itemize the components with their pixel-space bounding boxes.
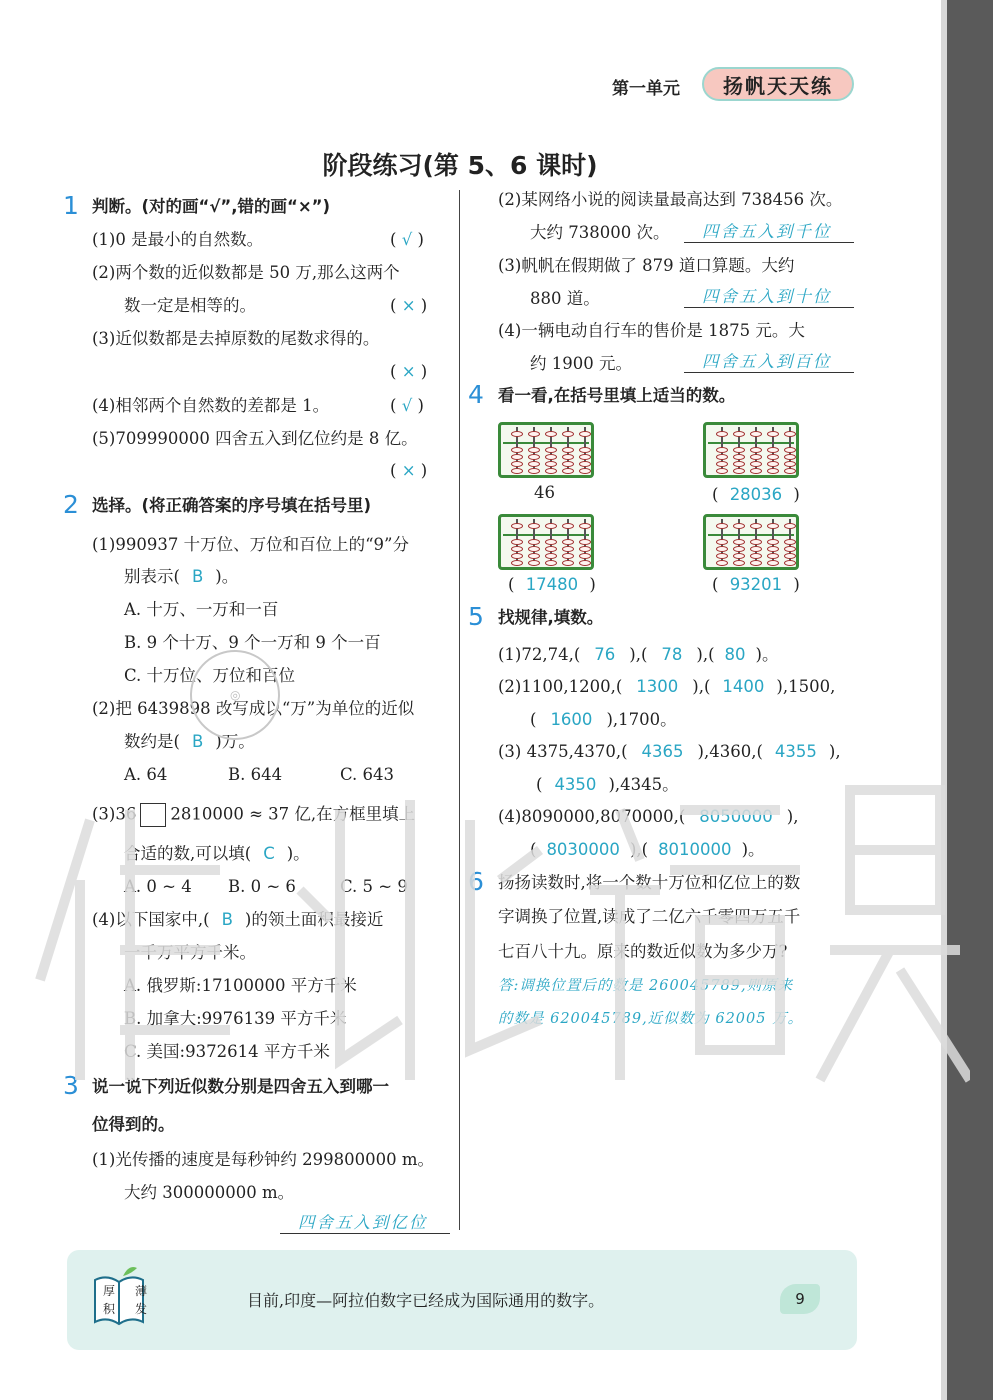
abacus-bead (562, 523, 574, 529)
abacus-bead (511, 523, 523, 529)
q3-prompt-line1: 说一说下列近似数分别是四舍五入到哪一 (92, 1077, 389, 1096)
q5-4-line1 (498, 806, 798, 828)
q5-3-d: ( (536, 775, 543, 794)
q3-4-underline (684, 372, 854, 373)
q2-3-option-a: A. 0 ~ 4 (124, 877, 192, 896)
abacus-bead (545, 553, 557, 559)
abacus-bead (750, 468, 762, 474)
abacus-bead (545, 461, 557, 467)
q3-3-line2: 880 道。 (530, 289, 600, 308)
book-word-4: 发 (135, 1302, 148, 1316)
q2-2-answer: B (191, 732, 204, 751)
abacus-bead (716, 546, 728, 552)
q1-answer-5-value: × (401, 461, 416, 480)
q1-number: 1 (63, 191, 79, 220)
q5-1-ans1: 76 (594, 645, 616, 664)
series-banner: 扬帆天天练 (702, 67, 854, 101)
q5-1-ans3: 80 (724, 645, 746, 664)
page-number: 9 (780, 1284, 820, 1314)
q5-3-ans2: 4355 (774, 742, 817, 761)
abacus-bead (784, 553, 796, 559)
q3-3-line1: (3)帆帆在假期做了 879 道口算题。大约 (498, 256, 795, 275)
abacus-bead (733, 461, 745, 467)
abacus-bead (579, 553, 591, 559)
q2-1-answer: B (191, 567, 204, 586)
abacus-bead (528, 431, 540, 437)
q3-2-answer: 四舍五入到千位 (702, 222, 832, 241)
q5-3-e: ),4345。 (608, 775, 679, 794)
abacus-bead (511, 560, 523, 566)
abacus-bead (545, 431, 557, 437)
abacus-bead (716, 431, 728, 437)
abacus-bead (562, 447, 574, 453)
q5-3-b: ),4360,( (697, 742, 763, 761)
q5-3-a: (3) 4375,4370,( (498, 742, 628, 761)
abacus-bead (528, 539, 540, 545)
q2-4-option-c: C. 美国:9372614 平方千米 (124, 1042, 330, 1061)
abacus-bead (545, 539, 557, 545)
q2-2-line2b: )万。 (215, 732, 255, 751)
abacus-bead (545, 523, 557, 529)
abacus-bead (528, 468, 540, 474)
abacus-bead (579, 468, 591, 474)
book-word-1: 厚 (103, 1284, 116, 1298)
abacus-bead (733, 454, 745, 460)
q3-3-underline (684, 307, 854, 308)
abacus-bead (562, 539, 574, 545)
q5-3-ans1: 4365 (641, 742, 684, 761)
q5-4-e: )。 (741, 840, 765, 859)
abacus-bead (579, 461, 591, 467)
q2-4-option-b: B. 加拿大:9976139 平方千米 (124, 1009, 347, 1028)
abacus-bead (511, 454, 523, 460)
q3-prompt-line2: 位得到的。 (92, 1115, 175, 1134)
abacus-bead (784, 523, 796, 529)
q2-2-line1: (2)把 6439898 改写成以“万”为单位的近似 (92, 699, 415, 718)
q1-answer-3: ( × ) (390, 362, 428, 381)
q4-prompt: 看一看,在括号里填上适当的数。 (498, 386, 736, 405)
q2-2-option-a: A. 64 (124, 765, 168, 784)
q5-4-b: ), (786, 807, 799, 826)
q3-2-line2: 大约 738000 次。 (530, 223, 670, 242)
abacus-bead (733, 523, 745, 529)
abacus-bead (545, 454, 557, 460)
q1-answer-2: ( × ) (390, 296, 428, 315)
q1-item-2: (2)两个数的近似数都是 50 万,那么这两个 (92, 263, 400, 282)
abacus-bead (716, 454, 728, 460)
q5-4-c: ),( (629, 840, 649, 859)
q5-4-a: (4)8090000,8070000,( (498, 807, 686, 826)
q3-1-underline (280, 1233, 450, 1234)
q5-3-ans3: 4350 (554, 775, 597, 794)
q3-1-line2: 大约 300000000 m。 (124, 1183, 295, 1202)
q1-prompt: 判断。(对的画“√”,错的画“×”) (92, 197, 331, 216)
abacus-bead (784, 468, 796, 474)
q1-answer-4: ( √ ) (390, 396, 424, 415)
abacus-bead (528, 454, 540, 460)
q2-4-line1 (92, 909, 383, 931)
q3-4-line1: (4)一辆电动自行车的售价是 1875 元。大 (498, 321, 805, 340)
abacus-bead (511, 447, 523, 453)
abacus-bead (767, 560, 779, 566)
abacus-bead (733, 447, 745, 453)
blank-square (140, 803, 166, 827)
abacus-2-label: ( 28036 ) (712, 485, 800, 504)
abacus-4-label: ( 93201 ) (712, 575, 800, 594)
q2-3-line2 (124, 843, 310, 865)
q5-prompt: 找规律,填数。 (498, 608, 604, 627)
abacus-bead (511, 546, 523, 552)
abacus-bead (750, 461, 762, 467)
page-edge (947, 0, 993, 1400)
q6-line2: 字调换了位置,读成了二亿六千零四万五千 (498, 907, 801, 926)
abacus-bead (579, 447, 591, 453)
abacus-bead (716, 523, 728, 529)
q4-number: 4 (468, 380, 484, 409)
abacus-bead (733, 431, 745, 437)
abacus-bead (528, 560, 540, 566)
q2-4-answer: B (221, 910, 233, 929)
q1-answer-3-value: × (401, 362, 416, 381)
abacus-bead (767, 546, 779, 552)
q5-3-c: ), (828, 742, 841, 761)
q5-4-ans3: 8010000 (658, 840, 732, 859)
abacus-bead (733, 546, 745, 552)
q1-answer-5: ( × ) (390, 461, 428, 480)
q5-3-line2 (536, 774, 679, 796)
abacus-bead (562, 431, 574, 437)
q6-answer-line1: 答:调换位置后的数是 260045789,则原来 (498, 978, 794, 994)
q1-item-1: (1)0 是最小的自然数。 (92, 230, 264, 249)
footer-tip-text: 目前,印度—阿拉伯数字已经成为国际通用的数字。 (247, 1291, 605, 1310)
abacus-bead (528, 553, 540, 559)
q5-1 (498, 644, 778, 666)
abacus-bead (511, 468, 523, 474)
q3-4-answer: 四舍五入到百位 (702, 352, 832, 371)
abacus-bead (511, 553, 523, 559)
q2-2-option-b: B. 644 (228, 765, 283, 784)
q2-2-line2a: 数约是( (124, 732, 180, 751)
abacus-bead (733, 539, 745, 545)
abacus-bead (511, 539, 523, 545)
q3-4-line2: 约 1900 元。 (530, 354, 632, 373)
q5-4-d: ( (530, 840, 537, 859)
abacus-bead (784, 461, 796, 467)
abacus-bead (579, 546, 591, 552)
abacus-bead (562, 560, 574, 566)
q2-1-line2a: 别表示( (124, 567, 180, 586)
q3-3-answer: 四舍五入到十位 (702, 287, 832, 306)
abacus-bead (750, 560, 762, 566)
q3-2-line1: (2)某网络小说的阅读量最高达到 738456 次。 (498, 190, 843, 209)
q5-4-ans1: 8050000 (699, 807, 773, 826)
abacus-bead (784, 539, 796, 545)
abacus-bead (579, 431, 591, 437)
abacus-bead (562, 553, 574, 559)
abacus-bead (767, 431, 779, 437)
abacus-bead (750, 539, 762, 545)
q5-2-line2 (530, 709, 677, 731)
abacus-bead (528, 546, 540, 552)
abacus-bead (784, 454, 796, 460)
q5-2-b: ),( (692, 677, 711, 696)
abacus-3-answer: 17480 (525, 575, 579, 594)
abacus-bead (562, 546, 574, 552)
abacus-bead (579, 454, 591, 460)
book-word-2: 积 (103, 1302, 116, 1316)
book-word-3: 薄 (135, 1284, 148, 1298)
q2-3-option-b: B. 0 ~ 6 (228, 877, 296, 896)
q5-2-ans3: 1600 (550, 710, 593, 729)
q2-1-line2 (124, 566, 238, 588)
q6-line3: 七百八十九。原来的数近似数为多少万? (498, 942, 788, 961)
abacus-bead (545, 560, 557, 566)
abacus-bead (750, 546, 762, 552)
q6-line1: 扬扬读数时,将一个数十万位和亿位上的数 (498, 873, 801, 892)
abacus-bead (767, 539, 779, 545)
abacus-bead (750, 454, 762, 460)
q1-answer-1-value: √ (401, 230, 413, 249)
q2-3-line1 (92, 803, 415, 827)
q2-3-option-c: C. 5 ~ 9 (340, 877, 408, 896)
abacus-bead (733, 560, 745, 566)
q3-1-line1: (1)光传播的速度是每秒钟约 299800000 m。 (92, 1150, 434, 1169)
q1-item-4: (4)相邻两个自然数的差都是 1。 (92, 396, 330, 415)
q2-4-line1a: (4)以下国家中,( (92, 910, 210, 929)
q6-answer-line2: 的数是 620045789,近似数为 62005 万。 (498, 1011, 804, 1027)
q2-1-option-b: B. 9 个十万、9 个一万和 9 个一百 (124, 633, 381, 652)
q5-4-ans2: 8030000 (546, 840, 620, 859)
abacus-4-answer: 93201 (729, 575, 783, 594)
q1-item-5: (5)709990000 四舍五入到亿位约是 8 亿。 (92, 429, 418, 448)
column-divider (459, 190, 460, 1230)
q1-answer-2-value: × (401, 296, 416, 315)
abacus-bead (750, 523, 762, 529)
abacus-bead (716, 539, 728, 545)
abacus-bead (767, 461, 779, 467)
abacus-bead (716, 560, 728, 566)
abacus-bead (750, 447, 762, 453)
q5-1-c: ),( (696, 645, 715, 664)
abacus-bead (562, 468, 574, 474)
q2-3-line1a: (3)36 (92, 804, 137, 824)
q5-2-ans2: 1400 (722, 677, 765, 696)
q5-4-line2 (530, 839, 765, 861)
abacus-1 (498, 422, 594, 478)
abacus-bead (767, 468, 779, 474)
q2-3-line1b: 2810000 ≈ 37 亿,在方框里填上 (170, 804, 416, 824)
abacus-2-answer: 28036 (729, 485, 783, 504)
abacus-3 (498, 514, 594, 570)
q2-number: 2 (63, 490, 79, 519)
q5-2-line1 (498, 676, 835, 698)
abacus-1-label: 46 (534, 483, 555, 502)
q1-answer-1: ( √ ) (390, 230, 424, 249)
q2-1-option-a: A. 十万、一万和一百 (124, 600, 279, 619)
abacus-bead (767, 523, 779, 529)
q5-2-c: ),1500, (776, 677, 836, 696)
abacus-bead (784, 431, 796, 437)
q2-3-line2a: 合适的数,可以填( (124, 844, 252, 863)
abacus-2 (703, 422, 799, 478)
q2-4-line2: 一千万平方千米。 (124, 943, 256, 962)
q1-item-3: (3)近似数都是去掉原数的尾数求得的。 (92, 329, 380, 348)
abacus-bead (733, 468, 745, 474)
abacus-bead (562, 461, 574, 467)
abacus-bead (528, 523, 540, 529)
q2-prompt: 选择。(将正确答案的序号填在括号里) (92, 496, 372, 515)
q6-number: 6 (468, 867, 484, 896)
abacus-bead (716, 468, 728, 474)
abacus-bead (784, 560, 796, 566)
abacus-bead (545, 447, 557, 453)
abacus-bead (716, 447, 728, 453)
abacus-bead (733, 553, 745, 559)
q3-1-answer: 四舍五入到亿位 (298, 1213, 428, 1232)
q5-2-ans1: 1300 (636, 677, 679, 696)
q2-1-line2b: )。 (215, 567, 239, 586)
q5-number: 5 (468, 602, 484, 631)
abacus-bead (562, 454, 574, 460)
q3-2-underline (684, 242, 854, 243)
q5-1-ans2: 78 (661, 645, 683, 664)
q2-2-option-c: C. 643 (340, 765, 395, 784)
unit-label: 第一单元 (612, 79, 680, 99)
abacus-bead (579, 560, 591, 566)
q3-number: 3 (63, 1071, 79, 1100)
abacus-bead (750, 553, 762, 559)
q5-2-d: ( (530, 710, 537, 729)
q2-1-line1: (1)990937 十万位、万位和百位上的“9”分 (92, 535, 409, 554)
abacus-bead (545, 468, 557, 474)
abacus-bead (511, 431, 523, 437)
abacus-4 (703, 514, 799, 570)
abacus-bead (784, 546, 796, 552)
abacus-bead (784, 447, 796, 453)
page-title: 阶段练习(第 5、6 课时) (322, 151, 598, 180)
q5-1-d: )。 (755, 645, 779, 664)
q2-3-line2b: )。 (286, 844, 310, 863)
abacus-bead (528, 447, 540, 453)
abacus-bead (716, 553, 728, 559)
abacus-bead (767, 447, 779, 453)
q1-item-2-cont: 数一定是相等的。 (124, 296, 256, 315)
stamp-seal: ◎ (177, 637, 292, 752)
q2-1-option-c: C. 十万位、万位和百位 (124, 666, 296, 685)
q2-4-option-a: A. 俄罗斯:17100000 平方千米 (124, 976, 357, 995)
abacus-3-label: ( 17480 ) (508, 575, 596, 594)
abacus-bead (767, 454, 779, 460)
q5-2-a: (2)1100,1200,( (498, 677, 623, 696)
q2-4-line1b: )的领土面积最接近 (244, 910, 384, 929)
q5-1-b: ),( (629, 645, 648, 664)
abacus-bead (716, 461, 728, 467)
footer-tip-box (67, 1250, 857, 1350)
q1-answer-4-value: √ (401, 396, 413, 415)
q2-3-answer: C (263, 844, 275, 863)
q5-2-e: ),1700。 (606, 710, 677, 729)
abacus-bead (545, 546, 557, 552)
abacus-bead (528, 461, 540, 467)
abacus-bead (579, 523, 591, 529)
q5-3-line1 (498, 741, 841, 763)
q5-1-a: (1)72,74,( (498, 645, 581, 664)
abacus-bead (767, 553, 779, 559)
abacus-bead (511, 461, 523, 467)
abacus-bead (579, 539, 591, 545)
abacus-bead (750, 431, 762, 437)
